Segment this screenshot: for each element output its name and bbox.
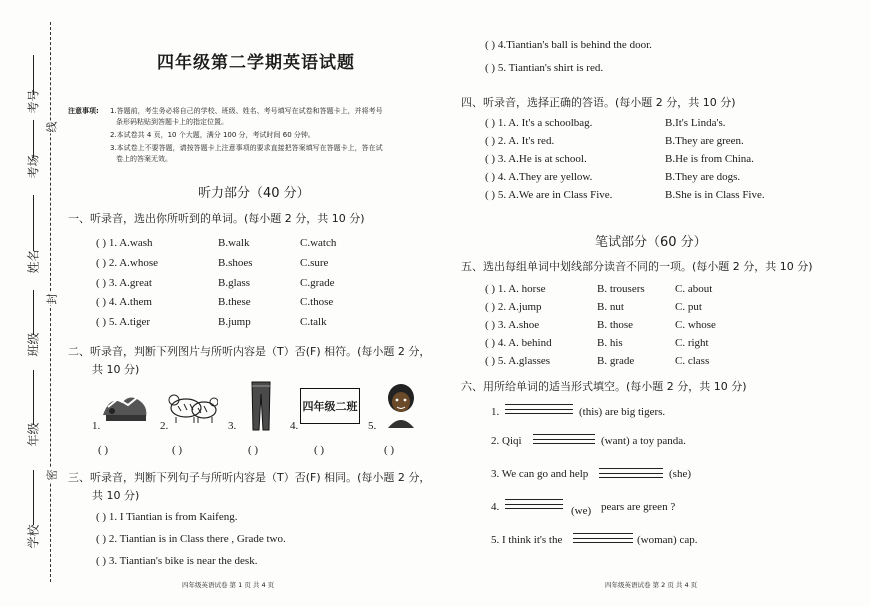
grade-label: 年级	[26, 422, 41, 447]
page-1-footer: 四年级英语试卷 第 1 页 共 4 页	[182, 581, 275, 589]
s4-q1-b: B.It's Linda's.	[665, 117, 726, 129]
s3-q3[interactable]: ( ) 3. Tiantian's bike is near the desk.	[96, 555, 258, 567]
s5-q4[interactable]: ( ) 4. A. behind	[485, 337, 552, 349]
listening-section-title: 听力部分（40 分）	[198, 186, 310, 201]
s1-q4[interactable]: ( ) 4. A.them	[96, 296, 152, 308]
s6-q5-blank[interactable]	[573, 533, 633, 543]
s1-q3[interactable]: ( ) 3. A.great	[96, 277, 152, 289]
s5-q2-b: B. nut	[597, 301, 624, 313]
s4-q4[interactable]: ( ) 4. A.They are yellow.	[485, 171, 593, 183]
s5-q2[interactable]: ( ) 2. A.jump	[485, 301, 542, 313]
s1-q2[interactable]: ( ) 2. A.whose	[96, 257, 159, 269]
toys-picture	[100, 385, 150, 427]
page-2-footer: 四年级英语试卷 第 2 页 共 4 页	[605, 581, 698, 589]
s4-q1[interactable]: ( ) 1. A. It's a schoolbag.	[485, 117, 593, 129]
exam-room-label: 考场	[26, 154, 41, 179]
grade-field[interactable]	[33, 370, 34, 425]
school-label: 学校	[26, 524, 41, 549]
s6-q3-hint: (she)	[669, 468, 691, 480]
section-5-heading: 五、选出每组单词中划线部分读音不同的一项。(每小题 2 分，共 10 分)	[461, 260, 813, 273]
s5-q5-c: C. class	[675, 355, 710, 367]
s2-answer-2[interactable]: ( )	[172, 444, 183, 456]
section-2-heading-cont: 共 10 分)	[92, 363, 140, 376]
s6-q1-num: 1.	[491, 406, 500, 418]
s5-q3-c: C. whose	[675, 319, 716, 331]
s2-answer-5[interactable]: ( )	[384, 444, 395, 456]
section-1-heading: 一、听录音，选出你所听到的单词。(每小题 2 分，共 10 分)	[68, 212, 365, 225]
s5-q4-b: B. his	[597, 337, 623, 349]
section-3-heading: 三、听录音，判断下列句子与所听内容是（T）否(F) 相同。(每小题 2 分，	[68, 471, 431, 484]
s6-q4-blank[interactable]	[505, 499, 563, 509]
s1-q2-b: B.shoes	[218, 257, 253, 269]
page-2	[455, 0, 865, 606]
s1-q3-b: B.glass	[218, 277, 251, 289]
tigers-picture	[168, 386, 218, 426]
notes-label: 注意事项:	[68, 107, 99, 115]
s6-q3-prefix: 3. We can go and help	[491, 468, 589, 480]
note-line: 条形码粘贴到答题卡上的指定位置。	[116, 118, 228, 126]
written-section-title: 笔试部分（60 分）	[595, 235, 707, 250]
note-line: 卷上的答案无效。	[116, 155, 172, 163]
s1-q4-b: B.these	[218, 296, 251, 308]
seal-secret-mark: 密	[43, 469, 61, 482]
s4-q3-b: B.He is from China.	[665, 153, 754, 165]
section-6-heading: 六、用所给单词的适当形式填空。(每小题 2 分，共 10 分)	[461, 380, 747, 393]
s6-q4-num: 4.	[491, 501, 500, 513]
s6-q2-prefix: 2. Qiqi	[491, 435, 522, 447]
seal-line-mark: 线	[43, 121, 61, 134]
s1-q5[interactable]: ( ) 5. A.tiger	[96, 316, 151, 328]
s6-q2-hint: (want) a toy panda.	[601, 435, 686, 447]
exam-room-field[interactable]	[33, 120, 34, 158]
boy-picture	[384, 382, 418, 428]
s2-num-1: 1.	[92, 420, 101, 432]
s1-q1-c: C.watch	[300, 237, 337, 249]
s6-q3-blank[interactable]	[599, 468, 663, 478]
page-1	[62, 0, 440, 606]
note-line: 2.本试卷共 4 页，10 个大题，满分 100 分，考试时间 60 分钟。	[110, 131, 315, 139]
note-line: 3.本试卷上不要答题，请按答题卡上注意事项的要求直接把答案填写在答题卡上，答在试	[110, 144, 383, 152]
class-label: 班级	[26, 332, 41, 357]
exam-number-label: 考号	[26, 89, 41, 114]
name-field[interactable]	[33, 195, 34, 251]
s5-q1-b: B. trousers	[597, 283, 645, 295]
s5-q5-b: B. grade	[597, 355, 635, 367]
seal-seal-mark: 封	[43, 293, 61, 306]
s1-q1-b: B.walk	[218, 237, 250, 249]
s2-num-5: 5.	[368, 420, 377, 432]
s6-q4-suffix: pears are green ?	[601, 501, 676, 513]
classroom-sign-picture: 四年级二班	[300, 388, 360, 424]
s4-q3[interactable]: ( ) 3. A.He is at school.	[485, 153, 587, 165]
s2-num-2: 2.	[160, 420, 169, 432]
s6-q1-blank[interactable]	[505, 404, 573, 414]
school-field[interactable]	[33, 470, 34, 525]
s2-answer-4[interactable]: ( )	[314, 444, 325, 456]
s5-q2-c: C. put	[675, 301, 702, 313]
exam-title: 四年级第二学期英语试题	[157, 53, 355, 73]
s1-q4-c: C.those	[300, 296, 334, 308]
s3-q4[interactable]: ( ) 4.Tiantian's ball is behind the door.	[485, 39, 652, 51]
s3-q2[interactable]: ( ) 2. Tiantian is in Class there , Grade two.	[96, 533, 286, 545]
s5-q1-c: C. about	[675, 283, 713, 295]
s3-q1[interactable]: ( ) 1. I Tiantian is from Kaifeng.	[96, 511, 238, 523]
s5-q4-c: C. right	[675, 337, 709, 349]
s5-q3-b: B. those	[597, 319, 634, 331]
s4-q2[interactable]: ( ) 2. A. It's red.	[485, 135, 555, 147]
s2-answer-3[interactable]: ( )	[248, 444, 259, 456]
section-3-heading-cont: 共 10 分)	[92, 489, 140, 502]
section-4-heading: 四、听录音，选择正确的答语。(每小题 2 分，共 10 分)	[461, 96, 736, 109]
s2-num-3: 3.	[228, 420, 237, 432]
s5-q1[interactable]: ( ) 1. A. horse	[485, 283, 546, 295]
s6-q5-hint: (woman) cap.	[637, 534, 698, 546]
name-label: 姓名	[26, 249, 41, 274]
s4-q4-b: B.They are dogs.	[665, 171, 741, 183]
s1-q2-c: C.sure	[300, 257, 329, 269]
s5-q3[interactable]: ( ) 3. A.shoe	[485, 319, 540, 331]
s6-q4-hint: (we)	[571, 505, 592, 517]
s1-q5-c: C.talk	[300, 316, 327, 328]
class-field[interactable]	[33, 290, 34, 335]
s1-q3-c: C.grade	[300, 277, 335, 289]
s6-q1-hint: (this) are big tigers.	[579, 406, 666, 418]
s2-answer-1[interactable]: ( )	[98, 444, 109, 456]
s1-q5-b: B.jump	[218, 316, 251, 328]
section-2-heading: 二、听录音，判断下列图片与所听内容是（T）否(F) 相符。(每小题 2 分，	[68, 345, 431, 358]
s4-q5-b: B.She is in Class Five.	[665, 189, 765, 201]
s5-q5[interactable]: ( ) 5. A.glasses	[485, 355, 551, 367]
s6-q5-prefix: 5. I think it's the	[491, 534, 563, 546]
s1-q1[interactable]: ( ) 1. A.wash	[96, 237, 153, 249]
s4-q5[interactable]: ( ) 5. A.We are in Class Five.	[485, 189, 613, 201]
s6-q2-blank[interactable]	[533, 434, 595, 444]
note-line: 1.答题前，考生务必将自己的学校、班级、姓名、考号填写在试卷和答题卡上，并将考号	[110, 107, 383, 115]
s2-num-4: 4.	[290, 420, 299, 432]
s3-q5[interactable]: ( ) 5. Tiantian's shirt is red.	[485, 62, 604, 74]
exam-number-field[interactable]	[33, 55, 34, 95]
s4-q2-b: B.They are green.	[665, 135, 744, 147]
binding-margin	[0, 0, 60, 606]
trousers-picture	[250, 380, 272, 432]
